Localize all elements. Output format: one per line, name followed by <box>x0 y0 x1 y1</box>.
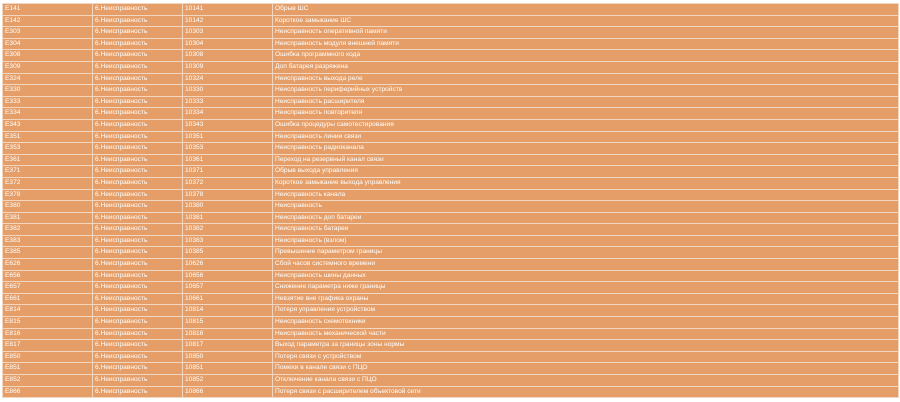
table-row[interactable] <box>3 340 899 352</box>
event-code-cell: E303 <box>3 27 93 39</box>
event-number-cell: 10378 <box>183 189 273 201</box>
table-row[interactable] <box>3 143 899 155</box>
event-category-cell: 6.Неисправность <box>93 270 183 282</box>
event-number-cell: 10626 <box>183 259 273 271</box>
events-table-body <box>3 4 899 398</box>
event-description-cell: Ошибка процедуры самотестирования <box>273 119 899 131</box>
event-description-cell: Выход параметра за границы зоны нормы <box>273 340 899 352</box>
table-row[interactable] <box>3 119 899 131</box>
event-number-cell: 10353 <box>183 143 273 155</box>
event-description-cell: Невзятие вне графика охраны <box>273 293 899 305</box>
event-description-cell: Неисправность оперативной памяти <box>273 27 899 39</box>
event-category-cell: 6.Неисправность <box>93 317 183 329</box>
event-category-cell: 6.Неисправность <box>93 96 183 108</box>
event-description-cell: Переход на резервный канал связи <box>273 154 899 166</box>
event-description-cell: Потеря управления устройством <box>273 305 899 317</box>
event-category-cell: 6.Неисправность <box>93 212 183 224</box>
event-number-cell: 10304 <box>183 38 273 50</box>
events-table-container <box>2 3 898 398</box>
event-number-cell: 10308 <box>183 50 273 62</box>
event-code-cell: E308 <box>3 50 93 62</box>
table-row[interactable] <box>3 166 899 178</box>
event-code-cell: E382 <box>3 224 93 236</box>
event-code-cell: E815 <box>3 317 93 329</box>
event-description-cell: Неисправность радиоканала <box>273 143 899 155</box>
event-category-cell: 6.Неисправность <box>93 305 183 317</box>
event-description-cell: Неисправность линии связи <box>273 131 899 143</box>
table-row[interactable] <box>3 247 899 259</box>
event-code-cell: E851 <box>3 363 93 375</box>
event-number-cell: 10657 <box>183 282 273 294</box>
table-row[interactable] <box>3 293 899 305</box>
event-category-cell: 6.Неисправность <box>93 328 183 340</box>
event-code-cell: E304 <box>3 38 93 50</box>
table-row[interactable] <box>3 386 899 398</box>
event-code-cell: E334 <box>3 108 93 120</box>
table-row[interactable] <box>3 131 899 143</box>
event-category-cell: 6.Неисправность <box>93 351 183 363</box>
event-description-cell: Неисправность модуля внешней памяти <box>273 38 899 50</box>
event-code-cell: E142 <box>3 15 93 27</box>
table-row[interactable] <box>3 212 899 224</box>
table-row[interactable] <box>3 61 899 73</box>
event-description-cell: Неисправность шины данных <box>273 270 899 282</box>
event-number-cell: 10334 <box>183 108 273 120</box>
events-table <box>2 3 899 398</box>
table-row[interactable] <box>3 4 899 16</box>
event-description-cell: Неисправность повторителя <box>273 108 899 120</box>
event-number-cell: 10303 <box>183 27 273 39</box>
table-row[interactable] <box>3 282 899 294</box>
event-code-cell: E361 <box>3 154 93 166</box>
event-number-cell: 10382 <box>183 224 273 236</box>
event-description-cell: Неисправность периферийных устройств <box>273 85 899 97</box>
table-row[interactable] <box>3 154 899 166</box>
event-number-cell: 10816 <box>183 328 273 340</box>
table-row[interactable] <box>3 96 899 108</box>
event-description-cell: Короткое замыкание выхода управления <box>273 177 899 189</box>
event-description-cell: Неисправность выхода реле <box>273 73 899 85</box>
event-number-cell: 10815 <box>183 317 273 329</box>
event-description-cell: Доп батарея разряжена <box>273 61 899 73</box>
event-category-cell: 6.Неисправность <box>93 50 183 62</box>
event-description-cell: Ошибка программного кода <box>273 50 899 62</box>
table-row[interactable] <box>3 15 899 27</box>
event-code-cell: E661 <box>3 293 93 305</box>
table-row[interactable] <box>3 305 899 317</box>
event-code-cell: E816 <box>3 328 93 340</box>
event-category-cell: 6.Неисправность <box>93 340 183 352</box>
event-code-cell: E657 <box>3 282 93 294</box>
table-row[interactable] <box>3 363 899 375</box>
event-category-cell: 6.Неисправность <box>93 38 183 50</box>
event-number-cell: 10142 <box>183 15 273 27</box>
table-row[interactable] <box>3 27 899 39</box>
event-code-cell: E343 <box>3 119 93 131</box>
event-category-cell: 6.Неисправность <box>93 224 183 236</box>
event-category-cell: 6.Неисправность <box>93 27 183 39</box>
event-number-cell: 10661 <box>183 293 273 305</box>
event-description-cell: Потеря связи с устройством <box>273 351 899 363</box>
event-category-cell: 6.Неисправность <box>93 293 183 305</box>
event-code-cell: E385 <box>3 247 93 259</box>
table-row[interactable] <box>3 38 899 50</box>
table-row[interactable] <box>3 270 899 282</box>
event-number-cell: 10380 <box>183 201 273 213</box>
table-row[interactable] <box>3 189 899 201</box>
event-code-cell: E852 <box>3 375 93 387</box>
event-number-cell: 10371 <box>183 166 273 178</box>
event-category-cell: 6.Неисправность <box>93 73 183 85</box>
event-number-cell: 10850 <box>183 351 273 363</box>
event-code-cell: E330 <box>3 85 93 97</box>
table-row[interactable] <box>3 201 899 213</box>
event-number-cell: 10351 <box>183 131 273 143</box>
event-code-cell: E383 <box>3 235 93 247</box>
event-category-cell: 6.Неисправность <box>93 282 183 294</box>
event-code-cell: E353 <box>3 143 93 155</box>
table-row[interactable] <box>3 351 899 363</box>
event-number-cell: 10141 <box>183 4 273 16</box>
event-category-cell: 6.Неисправность <box>93 108 183 120</box>
table-row[interactable] <box>3 328 899 340</box>
event-category-cell: 6.Неисправность <box>93 386 183 398</box>
event-category-cell: 6.Неисправность <box>93 4 183 16</box>
event-category-cell: 6.Неисправность <box>93 119 183 131</box>
event-category-cell: 6.Неисправность <box>93 247 183 259</box>
event-number-cell: 10385 <box>183 247 273 259</box>
event-code-cell: E372 <box>3 177 93 189</box>
event-code-cell: E309 <box>3 61 93 73</box>
event-code-cell: E371 <box>3 166 93 178</box>
event-description-cell: Неисправность (взлом) <box>273 235 899 247</box>
event-number-cell: 10866 <box>183 386 273 398</box>
event-number-cell: 10361 <box>183 154 273 166</box>
event-code-cell: E380 <box>3 201 93 213</box>
event-number-cell: 10372 <box>183 177 273 189</box>
event-code-cell: E333 <box>3 96 93 108</box>
event-category-cell: 6.Неисправность <box>93 177 183 189</box>
table-row[interactable] <box>3 50 899 62</box>
event-category-cell: 6.Неисправность <box>93 259 183 271</box>
event-number-cell: 10333 <box>183 96 273 108</box>
event-description-cell: Превышение параметром границы <box>273 247 899 259</box>
event-description-cell: Потеря связи с расширителем объектовой сети <box>273 386 899 398</box>
event-description-cell: Снижение параметра ниже границы <box>273 282 899 294</box>
event-category-cell: 6.Неисправность <box>93 61 183 73</box>
event-category-cell: 6.Неисправность <box>93 85 183 97</box>
event-description-cell: Неисправность доп батареи <box>273 212 899 224</box>
event-description-cell: Неисправность канала <box>273 189 899 201</box>
table-row[interactable] <box>3 85 899 97</box>
table-row[interactable] <box>3 235 899 247</box>
event-category-cell: 6.Неисправность <box>93 375 183 387</box>
event-number-cell: 10852 <box>183 375 273 387</box>
event-number-cell: 10814 <box>183 305 273 317</box>
event-code-cell: E656 <box>3 270 93 282</box>
event-number-cell: 10324 <box>183 73 273 85</box>
event-category-cell: 6.Неисправность <box>93 143 183 155</box>
event-description-cell: Помехи в канале связи с ПЦО <box>273 363 899 375</box>
event-category-cell: 6.Неисправность <box>93 363 183 375</box>
event-code-cell: E866 <box>3 386 93 398</box>
event-code-cell: E626 <box>3 259 93 271</box>
event-description-cell: Отключение канала связи с ПЦО <box>273 375 899 387</box>
event-number-cell: 10817 <box>183 340 273 352</box>
table-row[interactable] <box>3 177 899 189</box>
table-row[interactable] <box>3 224 899 236</box>
table-row[interactable] <box>3 317 899 329</box>
event-category-cell: 6.Неисправность <box>93 131 183 143</box>
event-description-cell: Сбой часов системного времени <box>273 259 899 271</box>
event-description-cell: Короткое замыкание ШС <box>273 15 899 27</box>
event-code-cell: E817 <box>3 340 93 352</box>
table-row[interactable] <box>3 259 899 271</box>
event-description-cell: Неисправность расширителя <box>273 96 899 108</box>
event-category-cell: 6.Неисправность <box>93 189 183 201</box>
event-description-cell: Неисправность схемотехники <box>273 317 899 329</box>
event-description-cell: Обрыв ШС <box>273 4 899 16</box>
event-number-cell: 10343 <box>183 119 273 131</box>
event-number-cell: 10309 <box>183 61 273 73</box>
event-category-cell: 6.Неисправность <box>93 235 183 247</box>
table-row[interactable] <box>3 73 899 85</box>
event-category-cell: 6.Неисправность <box>93 154 183 166</box>
event-description-cell: Обрыв выхода управления <box>273 166 899 178</box>
event-number-cell: 10851 <box>183 363 273 375</box>
event-code-cell: E381 <box>3 212 93 224</box>
event-description-cell: Неисправность механической части <box>273 328 899 340</box>
event-number-cell: 10381 <box>183 212 273 224</box>
event-code-cell: E351 <box>3 131 93 143</box>
event-description-cell: Неисправность батареи <box>273 224 899 236</box>
event-category-cell: 6.Неисправность <box>93 166 183 178</box>
event-code-cell: E324 <box>3 73 93 85</box>
event-number-cell: 10383 <box>183 235 273 247</box>
event-description-cell: Неисправность <box>273 201 899 213</box>
event-number-cell: 10656 <box>183 270 273 282</box>
table-row[interactable] <box>3 375 899 387</box>
event-number-cell: 10330 <box>183 85 273 97</box>
event-code-cell: E141 <box>3 4 93 16</box>
table-row[interactable] <box>3 108 899 120</box>
event-category-cell: 6.Неисправность <box>93 15 183 27</box>
event-code-cell: E814 <box>3 305 93 317</box>
event-category-cell: 6.Неисправность <box>93 201 183 213</box>
event-code-cell: E378 <box>3 189 93 201</box>
event-code-cell: E850 <box>3 351 93 363</box>
